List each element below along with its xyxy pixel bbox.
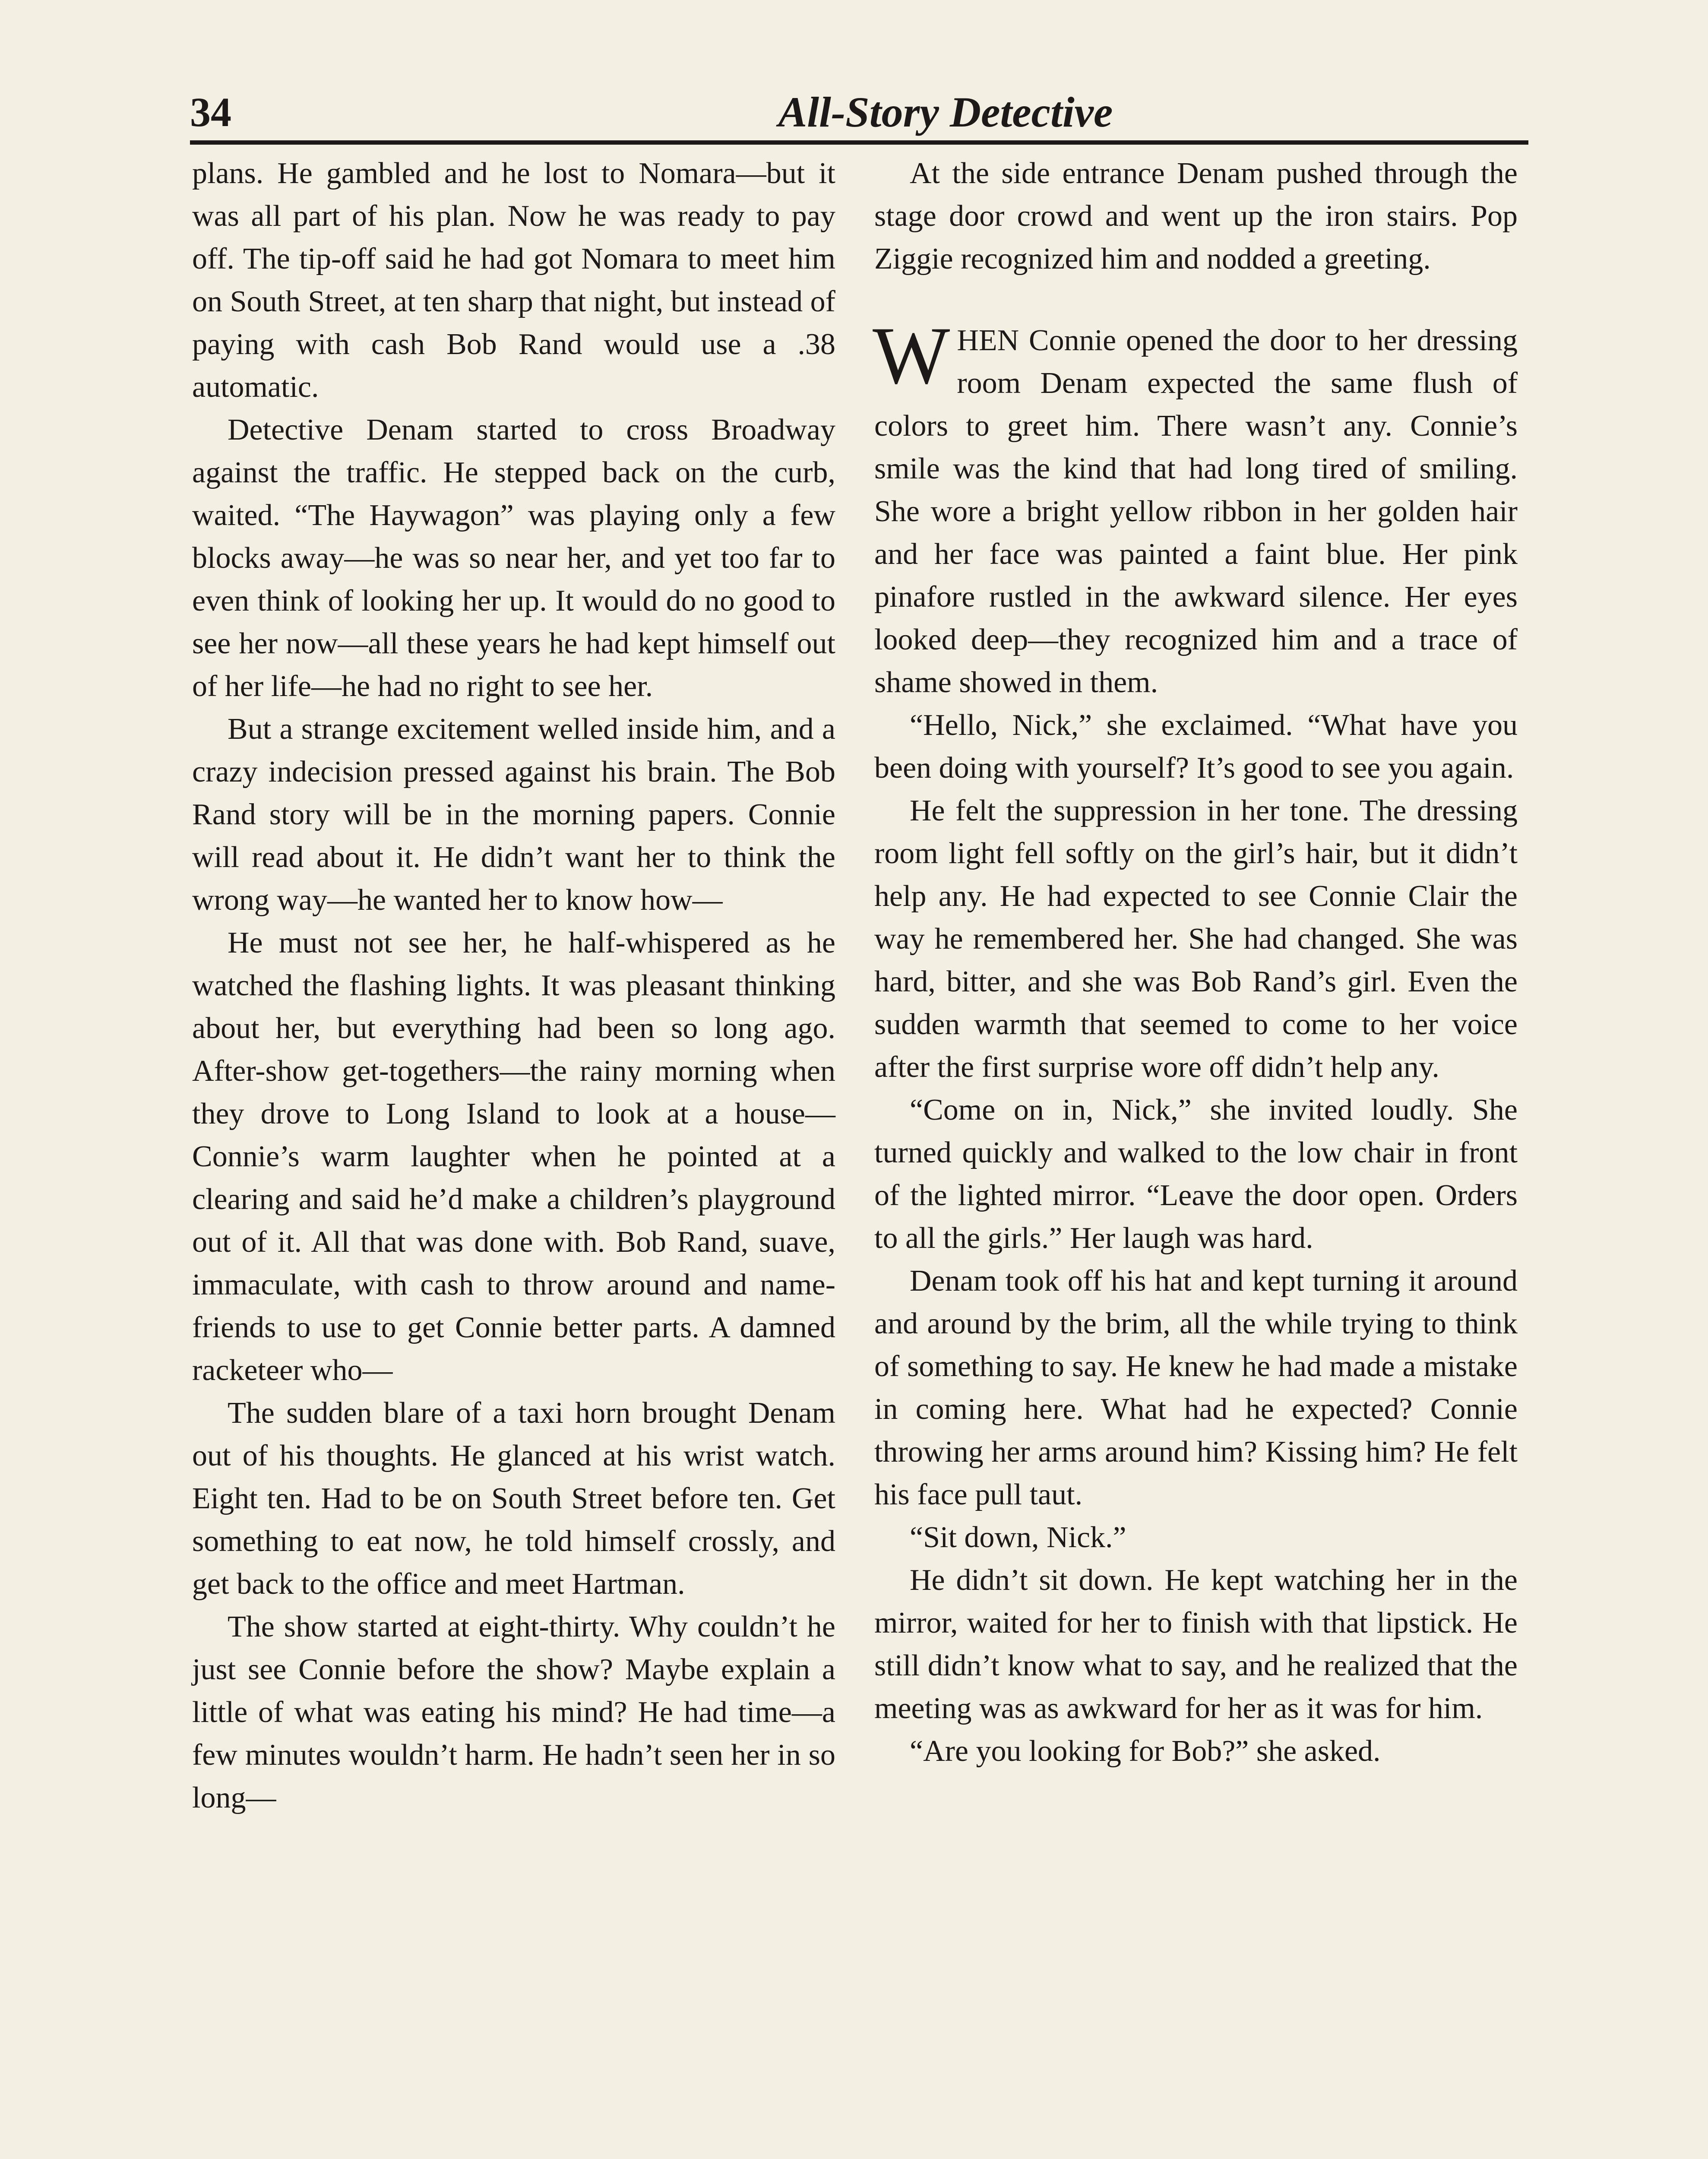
paragraph: He must not see her, he half-whispered as he watched the flashing lights. It was pleasant thinking about her, but everything had been so long ago. After-show get-togethers—the rainy morning when they drove to Long Island to look at a house—Connie’s warm laughter when he pointed at a clearing and said he’d make a children’s playground out of it. All that was done with. Bob Rand, suave, immaculate, with cash to throw around and name-friends to use to get Connie better parts. A damned racketeer who— [192, 926, 835, 1387]
paragraph: Detective Denam started to cross Broadway against the traffic. He stepped back on the curb, waited. “The Haywagon” was playing only a few blocks away—he was so near her, and yet too far to even think of looking her up. It would do no good to see her now—all these years he had kept himself out of her life—he had no right to see her. [192, 413, 835, 703]
right-column [874, 152, 1518, 1773]
drop-cap: W [873, 310, 950, 401]
paragraph: Denam took off his hat and kept turning it around and around by the brim, all the while trying to think of something to say. He knew he had made a mistake in coming here. What had he expected? Connie throwing her arms around him? Kissing him? He felt his face pull taut. [874, 1264, 1518, 1511]
header-rule [190, 140, 1528, 145]
page-header [190, 80, 1528, 145]
paragraph: “Sit down, Nick.” [910, 1521, 1126, 1554]
paragraph: plans. He gambled and he lost to Nomara—but it was all part of his plan. Now he was ready to pay off. The tip-off said he had got Nomara to meet him on South Street, at ten sharp that night, but instead of paying with cash Bob Rand would use a .38 automatic. [192, 157, 835, 404]
paragraph: “Hello, Nick,” she exclaimed. “What have you been doing with yourself? It’s good to see you again. [874, 709, 1518, 785]
section-start-paragraph [873, 310, 1518, 704]
paragraph: At the side entrance Denam pushed through the stage door crowd and went up the iron stairs. Pop Ziggie recognized him and nodded a greeting. [874, 157, 1518, 275]
paragraph: He didn’t sit down. He kept watching her in the mirror, waited for her to finish with that lipstick. He still didn’t know what to say, and he realized that the meeting was as awkward for her as it was for him. [874, 1564, 1518, 1725]
page-number: 34 [190, 89, 231, 135]
paragraph: The sudden blare of a taxi horn brought Denam out of his thoughts. He glanced at his wrist watch. Eight ten. Had to be on South Street before ten. Get something to eat now, he told himself crossly, and get back to the office and meet Hartman. [192, 1396, 835, 1601]
paragraph: “Come on in, Nick,” she invited loudly. She turned quickly and walked to the low chair in front of the lighted mirror. “Leave the door open. Orders to all the girls.” Her laugh was hard. [874, 1093, 1518, 1255]
running-title: All-Story Detective [778, 88, 1113, 136]
paragraph: The show started at eight-thirty. Why couldn’t he just see Connie before the show? Maybe explain a little of what was eating his mind? He had time—a few minutes wouldn’t harm. He hadn’t seen her in so long— [192, 1610, 835, 1814]
section-start-text: HEN Connie opened the door to her dressing room Denam expected the same flush of colors to greet him. There wasn’t any. Connie’s smile was the kind that had long tired of smiling. She wore a bright yellow ribbon in her golden hair and her face was painted a faint blue. Her pink pinafore rustled in the awkward silence. Her eyes looked deep—they recognized him and a trace of shame showed in them. [874, 324, 1518, 699]
left-column [192, 152, 835, 1819]
paragraph: “Are you looking for Bob?” she asked. [910, 1735, 1381, 1768]
paragraph: But a strange excitement welled inside him, and a crazy indecision pressed against his brain. The Bob Rand story will be in the morning papers. Connie will read about it. He didn’t want her to think the wrong way—he wanted her to know how— [192, 712, 835, 917]
paragraph: He felt the suppression in her tone. The dressing room light fell softly on the girl’s hair, but it didn’t help any. He had expected to see Connie Clair the way he remembered her. She had changed. She was hard, bitter, and she was Bob Rand’s girl. Even the sudden warmth that seemed to come to her voice after the first surprise wore off didn’t help any. [874, 794, 1518, 1084]
